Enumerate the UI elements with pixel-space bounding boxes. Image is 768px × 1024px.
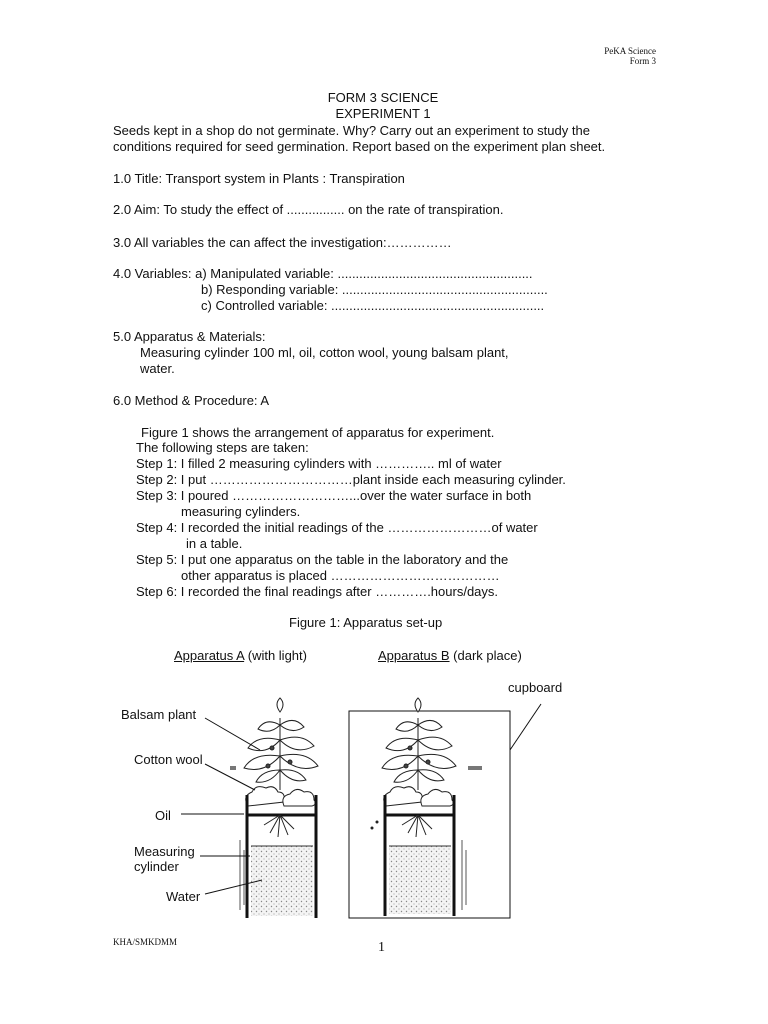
- section-all-variables: 3.0 All variables the can affect the investigation:……………: [113, 235, 452, 250]
- apparatus-b-name: Apparatus B: [378, 648, 450, 663]
- apparatus-b-desc: (dark place): [449, 648, 522, 663]
- label-water: Water: [166, 889, 201, 904]
- cotton-wool-b: [384, 787, 454, 806]
- label-cylinder: cylinder: [134, 859, 179, 874]
- procedure-step-5: Step 5: I put one apparatus on the table in the laboratory and the: [136, 552, 509, 567]
- section-method-heading: 6.0 Method & Procedure: A: [113, 393, 270, 408]
- intro-line-1: Seeds kept in a shop do not germinate. Why? Carry out an experiment to study the: [113, 123, 590, 138]
- label-cotton-wool: Cotton wool: [134, 752, 203, 767]
- apparatus-a-name: Apparatus A: [174, 648, 245, 663]
- section-variables-c: c) Controlled variable: ...........................................................: [201, 298, 545, 313]
- section-apparatus-line-2: water.: [140, 361, 175, 376]
- procedure-intro-2: The following steps are taken:: [136, 440, 309, 455]
- balsam-plant-b: [382, 698, 456, 790]
- procedure-step-5b: other apparatus is placed …………………………………: [181, 568, 500, 583]
- section-title: 1.0 Title: Transport system in Plants : Transpiration: [113, 171, 405, 186]
- label-balsam-plant: Balsam plant: [121, 707, 197, 722]
- section-variables-b: b) Responding variable: .........................................................: [201, 282, 548, 297]
- procedure-step-3: Step 3: I poured ………………………...over the water surface in both: [136, 488, 532, 503]
- cotton-wool-a: [246, 787, 316, 806]
- procedure-intro-1: Figure 1 shows the arrangement of apparatus for experiment.: [141, 425, 495, 440]
- balsam-plant-a: [244, 698, 318, 790]
- section-apparatus-line-1: Measuring cylinder 100 ml, oil, cotton wool, young balsam plant,: [140, 345, 509, 360]
- header-subject: PeKA Science: [604, 46, 656, 56]
- header-form: Form 3: [629, 56, 656, 66]
- procedure-step-3b: measuring cylinders.: [181, 504, 301, 519]
- label-cupboard: cupboard: [508, 680, 563, 695]
- doc-title: FORM 3 SCIENCE: [327, 90, 439, 105]
- roots-b: [402, 815, 432, 837]
- procedure-step-4b: in a table.: [186, 536, 243, 551]
- roots-a: [264, 815, 294, 837]
- water-b: [389, 846, 451, 914]
- label-measuring: Measuring: [134, 844, 195, 859]
- procedure-step-2: Step 2: I put ……………………………plant inside each measuring cylinder.: [136, 472, 566, 487]
- figure-caption: Figure 1: Apparatus set-up: [289, 615, 443, 630]
- experiment-number: EXPERIMENT 1: [335, 106, 431, 121]
- water-a: [251, 846, 313, 916]
- procedure-step-4: Step 4: I recorded the initial readings of the ……………………of water: [136, 520, 538, 535]
- section-apparatus-heading: 5.0 Apparatus & Materials:: [113, 329, 266, 344]
- intro-line-2: conditions required for seed germination. Report based on the experiment plan sheet.: [113, 139, 606, 154]
- procedure-step-1: Step 1: I filled 2 measuring cylinders with ………….. ml of water: [136, 456, 502, 471]
- section-variables-a: 4.0 Variables: a) Manipulated variable: ......................................................: [113, 266, 533, 281]
- page-number: 1: [378, 940, 385, 955]
- procedure-step-6: Step 6: I recorded the final readings after ………….hours/days.: [136, 584, 499, 599]
- apparatus-b-drawing: [371, 698, 483, 916]
- apparatus-a-desc: (with light): [244, 648, 307, 663]
- footer-code: KHA/SMKDMM: [113, 937, 178, 947]
- section-aim: 2.0 Aim: To study the effect of ................ on the rate of transpiration.: [113, 202, 504, 217]
- cupboard-leader: [510, 704, 541, 750]
- label-oil: Oil: [155, 808, 171, 823]
